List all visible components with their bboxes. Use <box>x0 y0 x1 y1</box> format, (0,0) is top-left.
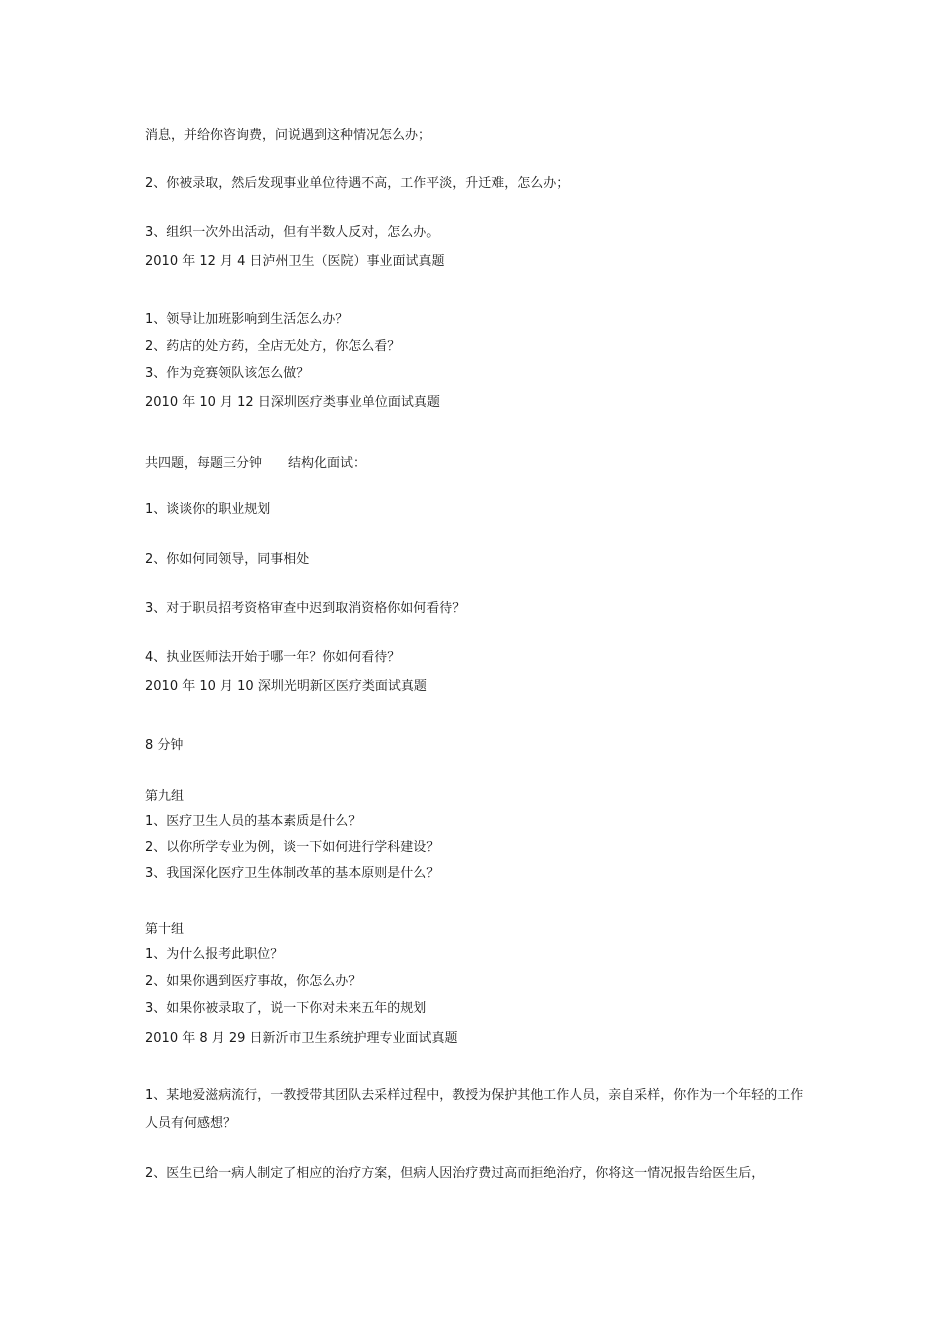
section-heading: 2010 年 10 月 12 日深圳医疗类事业单位面试真题 <box>145 395 440 410</box>
text-line: 3、对于职员招考资格审查中迟到取消资格你如何看待？ <box>145 601 466 616</box>
text-line: 1、领导让加班影响到生活怎么办？ <box>145 312 349 327</box>
section-heading: 2010 年 10 月 10 深圳光明新区医疗类面试真题 <box>145 679 427 694</box>
paragraph: 1、某地爱滋病流行，一教授带其团队去采样过程中，教授为保护其他工作人员，亲自采样，你作为一个年轻的工作人员有何感想？ <box>145 1088 804 1131</box>
text-line: 3、作为竞赛领队该怎么做？ <box>145 366 310 381</box>
text-line: 3、如果你被录取了，说一下你对未来五年的规划 <box>145 1001 427 1016</box>
text-line: 消息，并给你咨询费，问说遇到这种情况怎么办； <box>145 128 432 143</box>
text-line: 1、医疗卫生人员的基本素质是什么？ <box>145 814 362 829</box>
group-heading: 第九组 <box>145 789 185 804</box>
text-line: 共四题，每题三分钟 结构化面试： <box>145 456 367 471</box>
text-line: 8 分钟 <box>145 738 184 753</box>
section-heading: 2010 年 12 月 4 日泸州卫生（医院）事业面试真题 <box>145 254 445 269</box>
text-line: 2、你如何同领导，同事相处 <box>145 552 310 567</box>
text-line: 2、医生已给一病人制定了相应的治疗方案，但病人因治疗费过高而拒绝治疗，你将这一情况报告给医生后， <box>145 1166 765 1181</box>
text-line: 1、谈谈你的职业规划 <box>145 502 271 517</box>
section-heading: 2010 年 8 月 29 日新沂市卫生系统护理专业面试真题 <box>145 1031 458 1046</box>
text-line: 2、药店的处方药，全店无处方，你怎么看？ <box>145 339 401 354</box>
text-line: 2、你被录取，然后发现事业单位待遇不高，工作平淡，升迁难，怎么办； <box>145 176 570 191</box>
text-line: 3、我国深化医疗卫生体制改革的基本原则是什么？ <box>145 866 440 881</box>
text-line: 1、为什么报考此职位？ <box>145 947 284 962</box>
text-line: 3、组织一次外出活动，但有半数人反对，怎么办。 <box>145 225 440 240</box>
group-heading: 第十组 <box>145 922 185 937</box>
text-line: 2、如果你遇到医疗事故，你怎么办？ <box>145 974 362 989</box>
text-line: 4、执业医师法开始于哪一年？你如何看待？ <box>145 650 401 665</box>
text-line: 2、以你所学专业为例，谈一下如何进行学科建设？ <box>145 840 440 855</box>
